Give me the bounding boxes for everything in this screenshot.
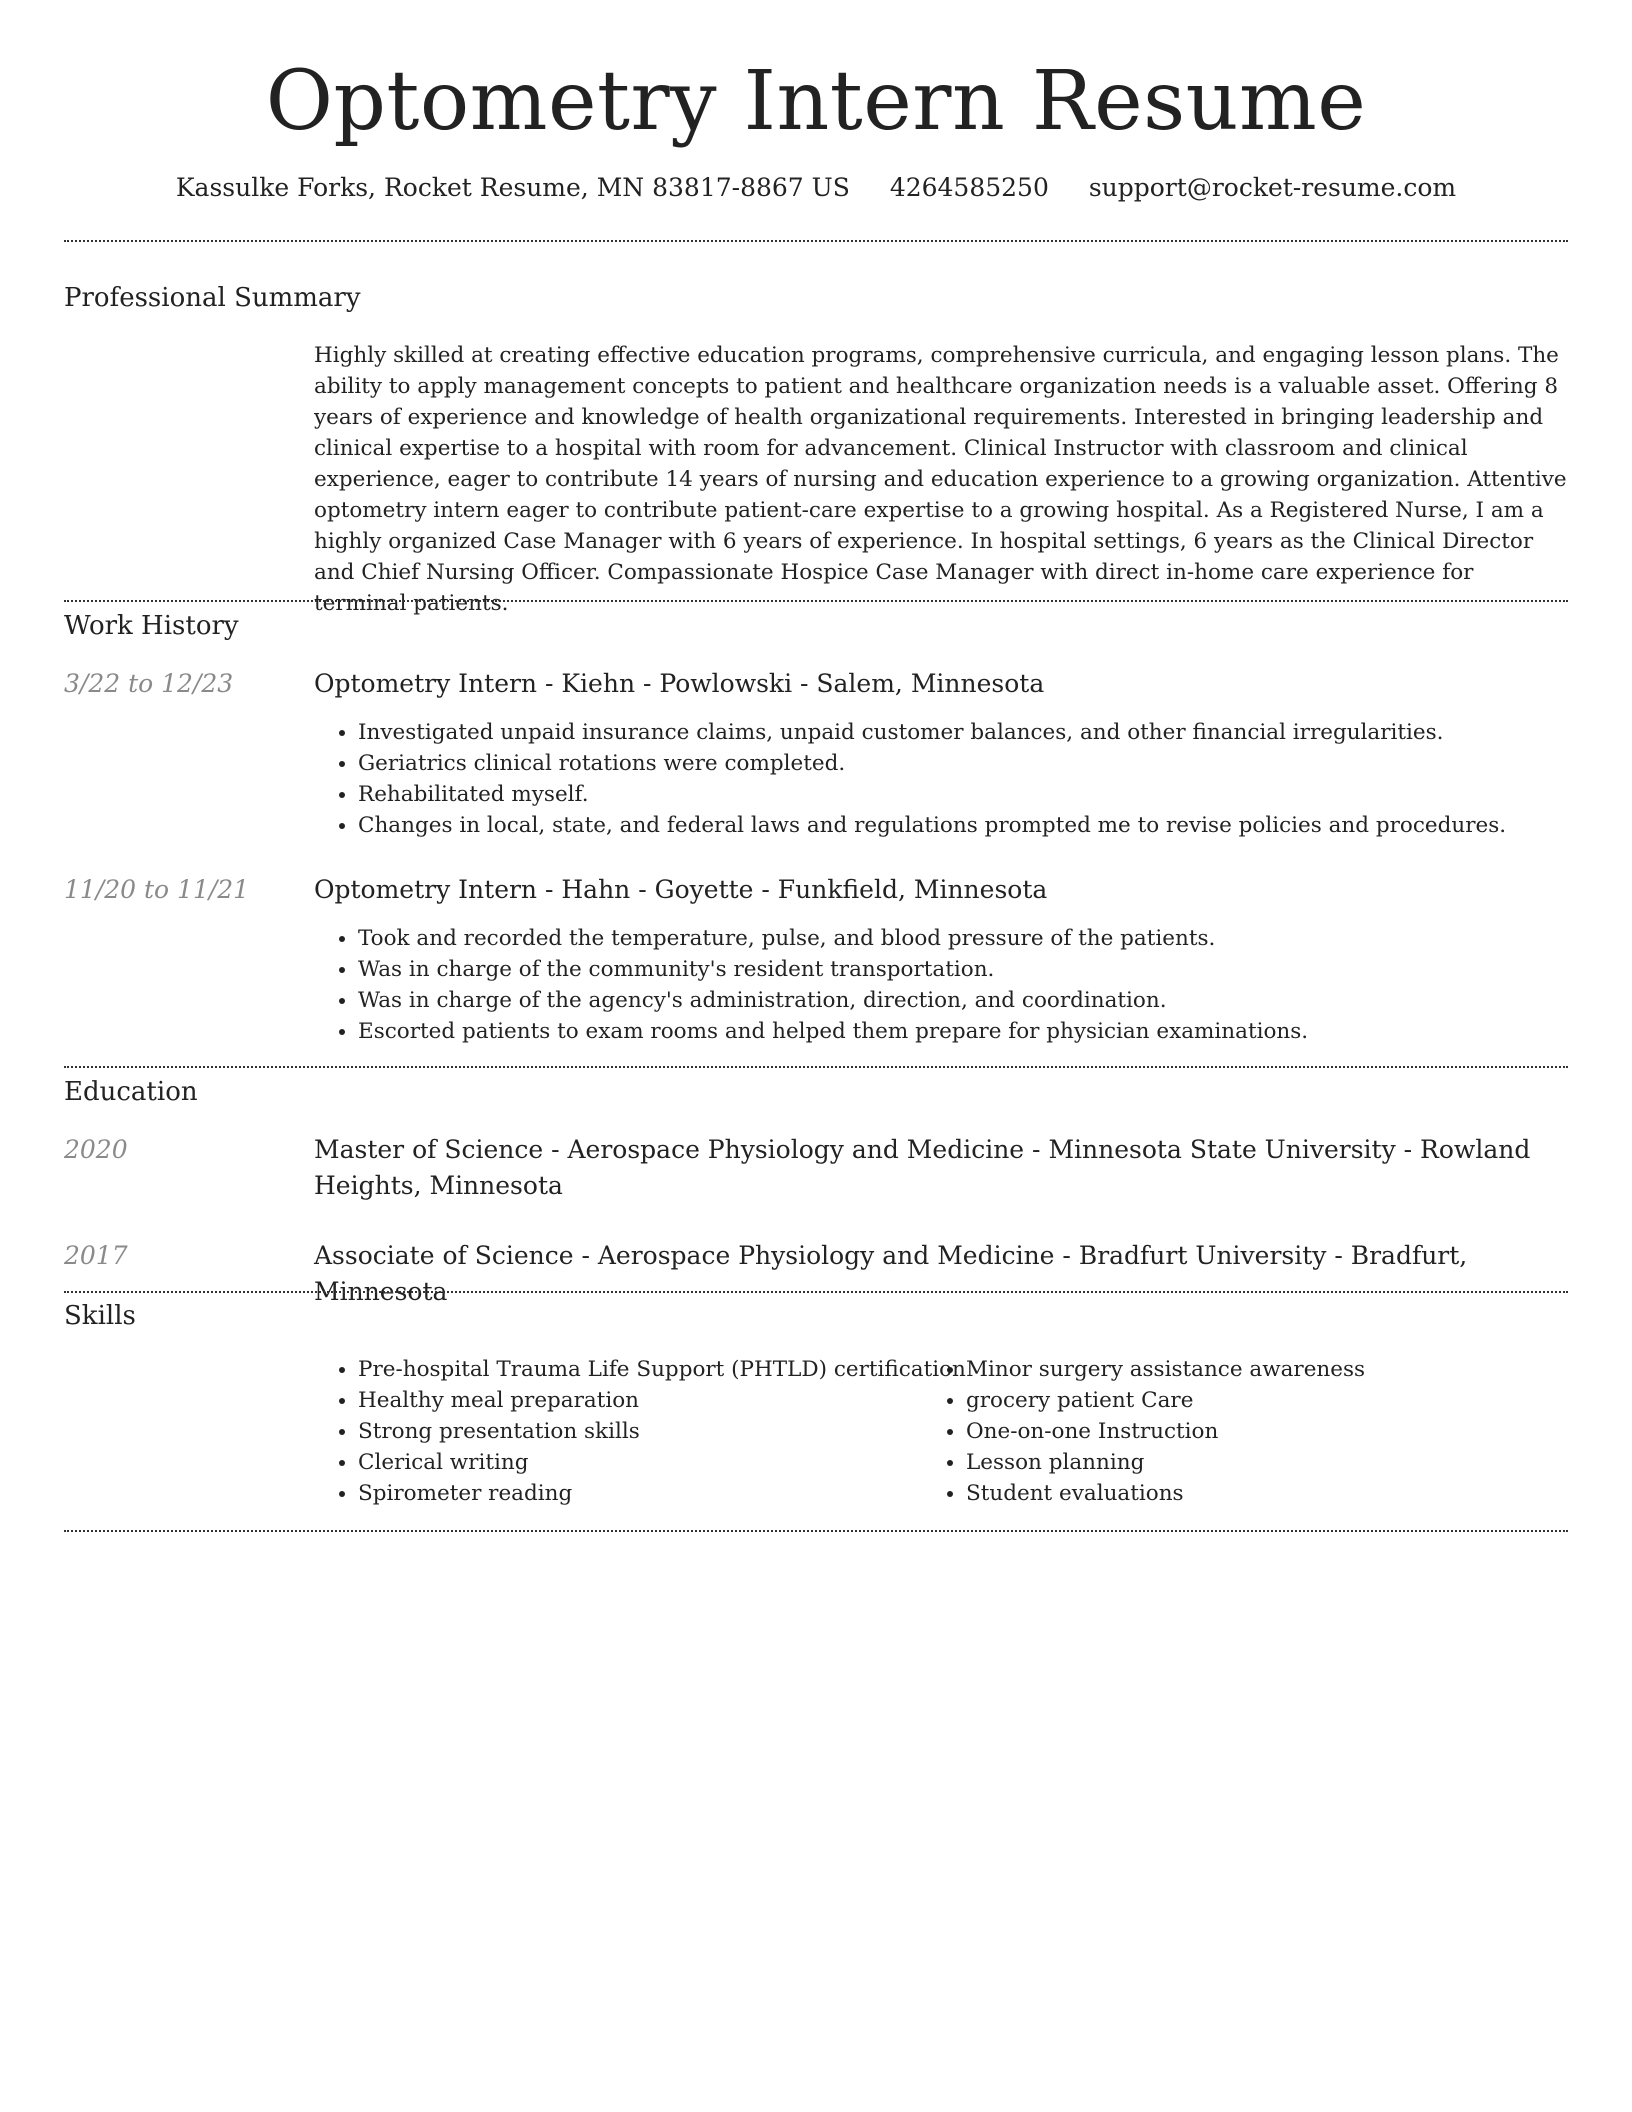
work-history-heading: Work History <box>64 611 239 641</box>
section-divider <box>64 240 1568 242</box>
skill-item: • Clerical writing <box>358 1447 966 1478</box>
summary-heading: Professional Summary <box>64 283 361 313</box>
section-divider <box>64 600 1568 602</box>
school-location: - Bradfurt University - Bradfurt, Minnesota <box>314 1241 1468 1306</box>
skills-heading: Skills <box>64 1301 136 1331</box>
section-divider <box>64 1291 1568 1293</box>
skill-item: • Pre-hospital Trauma Life Support (PHTLD) certification <box>358 1354 966 1385</box>
job-title: Optometry Intern - Hahn - Goyette - Funkfield, Minnesota <box>314 875 1048 904</box>
education-heading: Education <box>64 1077 198 1107</box>
job-title: Optometry Intern - Kiehn - Powlowski - Salem, Minnesota <box>314 669 1045 698</box>
school-location: - Minnesota State University - Rowland Heights, Minnesota <box>314 1135 1531 1200</box>
skill-item: • Lesson planning <box>966 1447 1365 1478</box>
job-duty: • Investigated unpaid insurance claims, unpaid customer balances, and other financial irregularities. <box>358 717 1506 748</box>
resume-title: Optometry Intern Resume <box>265 54 1367 149</box>
job-duty: • Geriatrics clinical rotations were completed. <box>358 748 1506 779</box>
contact-line <box>0 168 1632 208</box>
education-year: 2020 <box>64 1135 128 1164</box>
job-duty: • Changes in local, state, and federal laws and regulations prompted me to revise policies and procedures. <box>358 810 1506 841</box>
skills-list-left <box>314 1354 966 1509</box>
degree-name: Associate of Science - Aerospace Physiology and Medicine <box>314 1241 1055 1270</box>
job-dates: 3/22 to 12/23 <box>64 669 234 698</box>
job-duties-list <box>314 717 1506 841</box>
contact-address: Kassulke Forks, Rocket Resume, MN 83817-8867 US <box>175 173 850 202</box>
summary-text: Highly skilled at creating effective education programs, comprehensive curricula, and engaging lesson plans. The ability to apply management concepts to patient and healthcare organization needs is a valuable asset. Offering 8 years of experience and knowledge of health organizational requirements. Interested in bringing leadership and clinical expertise to a hospital with room for advancement. Clinical Instructor with classroom and clinical experience, eager to contribute 14 years of nursing and education experience to a growing organization. Attentive optometry intern eager to contribute patient-care expertise to a growing hospital. As a Registered Nurse, I am a highly organized Case Manager with 6 years of experience. In hospital settings, 6 years as the Clinical Director and Chief Nursing Officer. Compassionate Hospice Case Manager with direct in-home care experience for terminal patients. <box>314 343 1567 616</box>
job-duty: • Rehabilitated myself. <box>358 779 1506 810</box>
job-duty: • Was in charge of the agency's administration, direction, and coordination. <box>358 985 1308 1016</box>
education-year: 2017 <box>64 1241 128 1270</box>
skill-item: • Strong presentation skills <box>358 1416 966 1447</box>
skill-item: • One-on-one Instruction <box>966 1416 1365 1447</box>
education-entry <box>314 1132 1568 1204</box>
skill-item: • Healthy meal preparation <box>358 1385 966 1416</box>
job-dates: 11/20 to 11/21 <box>64 875 250 904</box>
degree-name: Master of Science - Aerospace Physiology and Medicine <box>314 1135 1025 1164</box>
section-divider <box>64 1066 1568 1068</box>
job-duty: • Was in charge of the community's resident transportation. <box>358 954 1308 985</box>
education-entry <box>314 1238 1568 1310</box>
skills-list-right <box>922 1354 1365 1509</box>
job-duty: • Escorted patients to exam rooms and helped them prepare for physician examinations. <box>358 1016 1308 1047</box>
skill-item: • Student evaluations <box>966 1478 1365 1509</box>
skill-item: • grocery patient Care <box>966 1385 1365 1416</box>
contact-phone: 4264585250 <box>889 173 1049 202</box>
section-divider <box>64 1530 1568 1532</box>
contact-email: support@rocket-resume.com <box>1088 173 1457 202</box>
job-duties-list <box>314 923 1308 1047</box>
skill-item: • Spirometer reading <box>358 1478 966 1509</box>
skill-item: • Minor surgery assistance awareness <box>966 1354 1365 1385</box>
job-duty: • Took and recorded the temperature, pulse, and blood pressure of the patients. <box>358 923 1308 954</box>
